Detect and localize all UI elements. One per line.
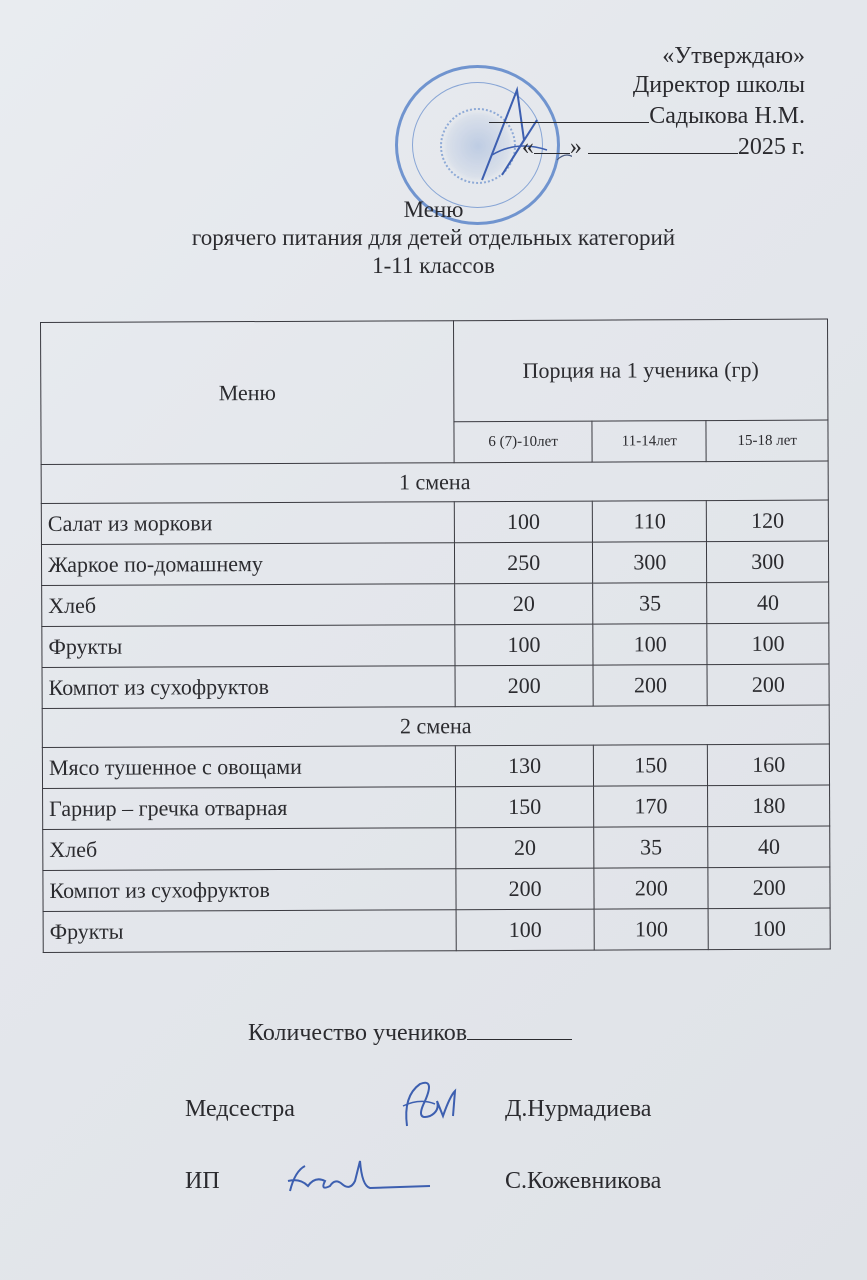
dish-name: Фрукты bbox=[43, 910, 456, 953]
header-age-6-10: 6 (7)-10лет bbox=[454, 421, 592, 463]
portion-value: 100 bbox=[455, 624, 593, 666]
date-close-quote: » bbox=[569, 134, 582, 160]
portion-value: 200 bbox=[455, 665, 593, 707]
date-open-quote: « bbox=[521, 134, 534, 160]
table-row bbox=[41, 541, 828, 585]
approval-date-line bbox=[489, 131, 805, 162]
approval-position: Директор школы bbox=[632, 72, 805, 98]
nurse-name: Д.Нурмадиева bbox=[505, 1096, 652, 1122]
portion-value: 20 bbox=[456, 827, 594, 869]
dish-name: Жаркое по-домашнему bbox=[41, 543, 454, 586]
date-day-blank bbox=[534, 131, 570, 154]
portion-value: 100 bbox=[707, 623, 829, 665]
dish-name: Хлеб bbox=[43, 828, 456, 871]
portion-value: 150 bbox=[594, 745, 708, 786]
dish-name: Хлеб bbox=[42, 584, 455, 627]
dish-name: Компот из сухофруктов bbox=[43, 869, 456, 912]
portion-value: 100 bbox=[709, 908, 831, 950]
date-month-blank bbox=[588, 131, 738, 154]
portion-value: 100 bbox=[454, 501, 592, 543]
dish-name: Салат из моркови bbox=[41, 502, 454, 545]
table-row bbox=[43, 785, 830, 829]
table-row bbox=[42, 582, 829, 626]
title-line-3: 1-11 классов bbox=[372, 253, 495, 278]
portion-value: 35 bbox=[594, 827, 708, 868]
portion-value: 200 bbox=[456, 868, 594, 910]
approval-heading: «Утверждаю» bbox=[662, 43, 805, 69]
portion-value: 200 bbox=[707, 664, 829, 706]
portion-value: 35 bbox=[593, 583, 707, 624]
table-row bbox=[43, 867, 830, 911]
dish-name: Мясо тушенное с овощами bbox=[42, 746, 455, 789]
entrepreneur-role: ИП bbox=[185, 1168, 220, 1194]
portion-value: 100 bbox=[593, 624, 707, 665]
signature-blank bbox=[489, 100, 649, 123]
dish-name: Гарнир – гречка отварная bbox=[43, 787, 456, 830]
portion-value: 160 bbox=[708, 744, 830, 786]
portion-value: 180 bbox=[708, 785, 830, 827]
portion-value: 300 bbox=[593, 542, 707, 583]
nurse-signature-icon bbox=[395, 1076, 465, 1136]
portion-value: 250 bbox=[454, 542, 592, 584]
dish-name: Компот из сухофруктов bbox=[42, 666, 455, 709]
shift-1-label: 1 смена bbox=[41, 461, 828, 503]
table-row bbox=[42, 744, 829, 788]
table-row bbox=[43, 908, 830, 952]
portion-value: 200 bbox=[593, 665, 707, 706]
students-count-label: Количество учеников bbox=[248, 1020, 468, 1046]
portion-value: 40 bbox=[707, 582, 829, 624]
portion-value: 130 bbox=[455, 745, 593, 787]
table-row bbox=[41, 500, 828, 544]
portion-value: 120 bbox=[707, 500, 829, 542]
portion-value: 100 bbox=[456, 909, 594, 951]
menu-table bbox=[40, 319, 831, 953]
table-row bbox=[42, 664, 829, 708]
portion-value: 170 bbox=[594, 786, 708, 827]
portion-value: 40 bbox=[708, 826, 830, 868]
approval-block bbox=[489, 42, 805, 162]
nurse-role: Медсестра bbox=[185, 1096, 295, 1122]
students-count-line bbox=[248, 1020, 572, 1047]
dish-name: Фрукты bbox=[42, 625, 455, 668]
entrepreneur-signature-icon bbox=[280, 1146, 440, 1206]
portion-value: 300 bbox=[707, 541, 829, 583]
shift-2-label: 2 смена bbox=[42, 705, 829, 747]
document-title bbox=[0, 196, 867, 280]
title-line-1: Меню bbox=[403, 197, 464, 222]
table-row bbox=[43, 826, 830, 870]
title-line-2: горячего питания для детей отдельных категорий bbox=[191, 225, 676, 250]
header-portion: Порция на 1 ученика (гр) bbox=[453, 319, 827, 422]
portion-value: 200 bbox=[708, 867, 830, 909]
portion-value: 110 bbox=[593, 501, 707, 542]
portion-value: 200 bbox=[594, 868, 708, 909]
approval-name: Садыкова Н.М. bbox=[649, 103, 805, 129]
approval-name-line bbox=[489, 100, 805, 131]
portion-value: 100 bbox=[594, 909, 708, 950]
portion-value: 150 bbox=[456, 786, 594, 828]
table-row bbox=[42, 623, 829, 667]
students-count-blank bbox=[467, 1039, 572, 1040]
entrepreneur-name: С.Кожевникова bbox=[505, 1168, 662, 1194]
approval-year: 2025 г. bbox=[737, 134, 805, 160]
header-menu: Меню bbox=[41, 321, 455, 465]
header-age-15-18: 15-18 лет bbox=[706, 420, 828, 462]
portion-value: 20 bbox=[455, 583, 593, 625]
header-age-11-14: 11-14лет bbox=[592, 421, 706, 462]
